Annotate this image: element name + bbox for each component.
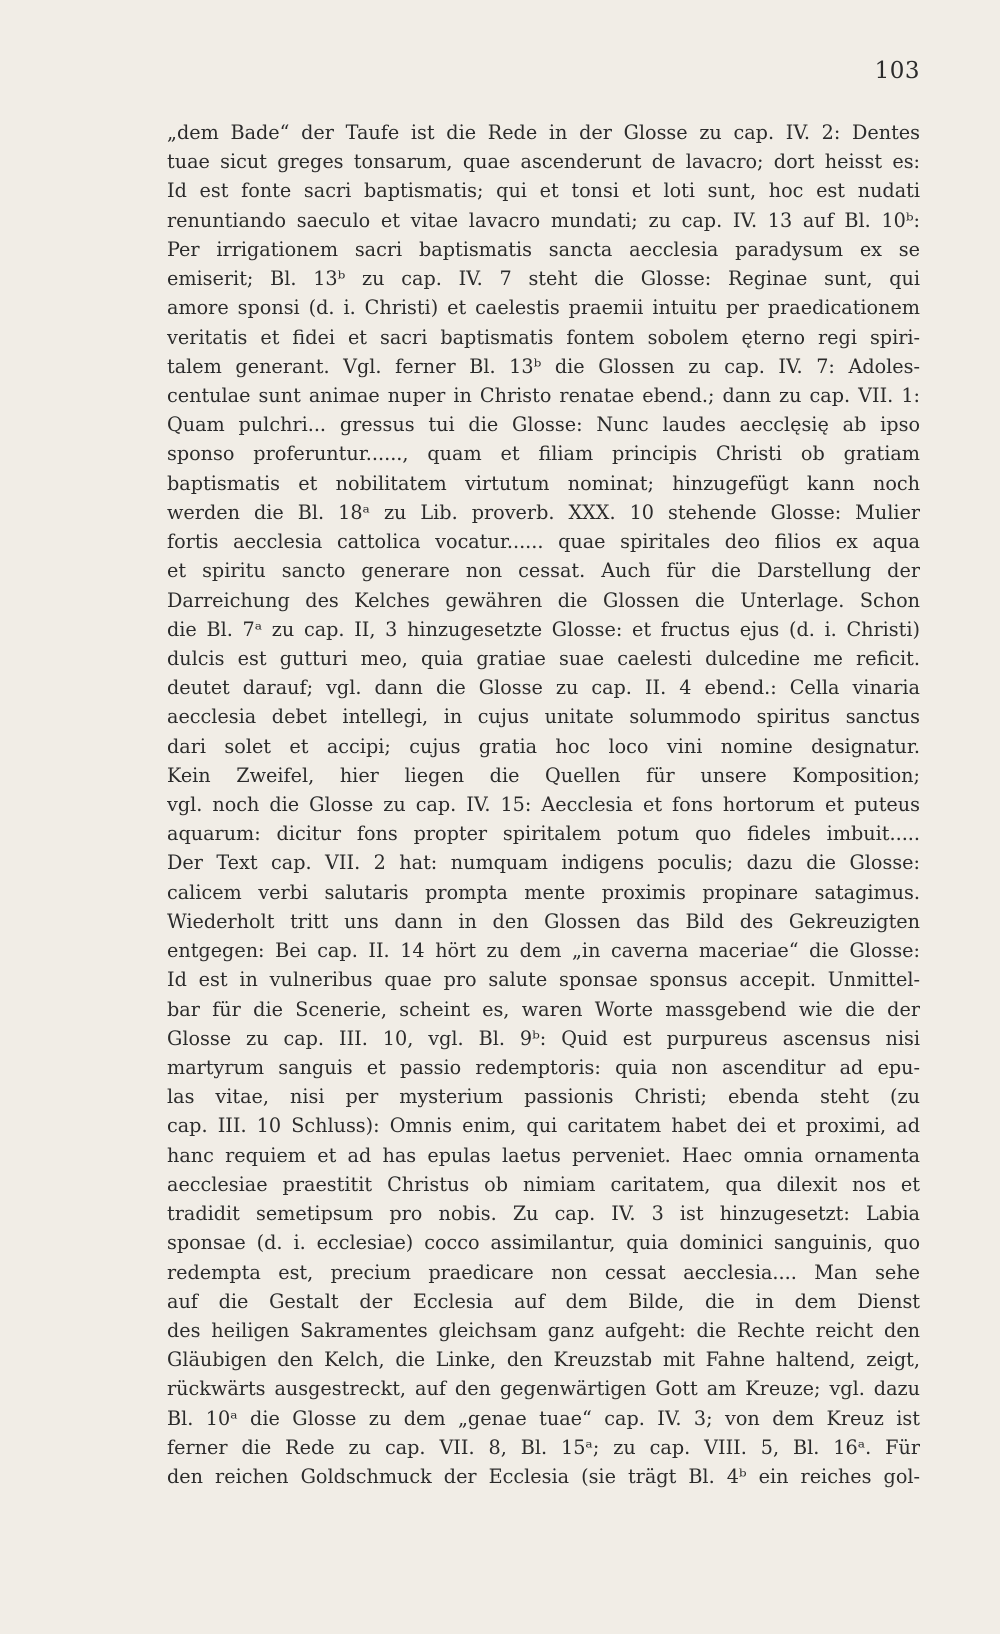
text-line: des heiligen Sakramentes gleichsam ganz aufgeht: die Rechte reicht den: [167, 1318, 920, 1342]
text-line: las vitae, nisi per mysterium passionis Christi; ebenda steht (zu: [167, 1085, 920, 1109]
text-line: talem generant. Vgl. ferner Bl. 13ᵇ die Glossen zu cap. IV. 7: Adoles-: [167, 354, 920, 378]
text-line: auf die Gestalt der Ecclesia auf dem Bilde, die in dem Dienst: [167, 1289, 920, 1313]
text-line: aecclesiae praestitit Christus ob nimiam caritatem, qua dilexit nos et: [167, 1172, 920, 1196]
text-line: dulcis est gutturi meo, quia gratiae suae caelesti dulcedine me reficit.: [167, 646, 920, 670]
text-line: cap. III. 10 Schluss): Omnis enim, qui caritatem habet dei et proximi, ad: [167, 1114, 920, 1138]
text-line: sponsae (d. i. ecclesiae) cocco assimilantur, quia dominici sanguinis, quo: [167, 1231, 920, 1255]
text-line: bar für die Scenerie, scheint es, waren Worte massgebend wie die der: [167, 997, 920, 1021]
text-line: sponso proferuntur......, quam et filiam principis Christi ob gratiam: [167, 442, 920, 466]
text-line: aecclesia debet intellegi, in cujus unitate solummodo spiritus sanctus: [167, 705, 920, 729]
text-line: die Bl. 7ᵃ zu cap. II, 3 hinzugesetzte Glosse: et fructus ejus (d. i. Christi): [167, 617, 920, 641]
text-line: Glosse zu cap. III. 10, vgl. Bl. 9ᵇ: Quid est purpureus ascensus nisi: [167, 1026, 920, 1050]
text-line: Kein Zweifel, hier liegen die Quellen für unsere Komposition;: [167, 763, 920, 787]
text-line: vgl. noch die Glosse zu cap. IV. 15: Aecclesia et fons hortorum et puteus: [167, 793, 920, 817]
text-line: den reichen Goldschmuck der Ecclesia (sie trägt Bl. 4ᵇ ein reiches gol-: [167, 1465, 920, 1489]
text-line: Quam pulchri... gressus tui die Glosse: Nunc laudes aecclęsię ab ipso: [167, 413, 920, 437]
text-line: veritatis et fidei et sacri baptismatis fontem sobolem ęterno regi spiri-: [167, 325, 920, 349]
text-line: amore sponsi (d. i. Christi) et caelestis praemii intuitu per praedicationem: [167, 296, 920, 320]
text-line: Der Text cap. VII. 2 hat: numquam indigens poculis; dazu die Glosse:: [167, 851, 920, 875]
text-line: hanc requiem et ad has epulas laetus perveniet. Haec omnia ornamenta: [167, 1143, 920, 1167]
text-line: dari solet et accipi; cujus gratia hoc loco vini nomine designatur.: [167, 734, 920, 758]
text-line: tuae sicut greges tonsarum, quae ascenderunt de lavacro; dort heisst es:: [167, 150, 920, 174]
text-line: Id est fonte sacri baptismatis; qui et tonsi et loti sunt, hoc est nudati: [167, 179, 920, 203]
text-line: baptismatis et nobilitatem virtutum nominat; hinzugefügt kann noch: [167, 471, 920, 495]
text-line: fortis aecclesia cattolica vocatur...... quae spiritales deo filios ex aqua: [167, 530, 920, 554]
text-line: Darreichung des Kelches gewähren die Glossen die Unterlage. Schon: [167, 588, 920, 612]
text-line: emiserit; Bl. 13ᵇ zu cap. IV. 7 steht die Glosse: Reginae sunt, qui: [167, 267, 920, 291]
text-line: renuntiando saeculo et vitae lavacro mundati; zu cap. IV. 13 auf Bl. 10ᵇ:: [167, 208, 920, 232]
text-line: entgegen: Bei cap. II. 14 hört zu dem „in caverna maceriae“ die Glosse:: [167, 939, 920, 963]
text-line: Id est in vulneribus quae pro salute sponsae sponsus accepit. Unmittel-: [167, 968, 920, 992]
text-line: aquarum: dicitur fons propter spiritalem potum quo fideles imbuit.....: [167, 822, 920, 846]
text-line: Wiederholt tritt uns dann in den Glossen das Bild des Gekreuzigten: [167, 909, 920, 933]
text-line: rückwärts ausgestreckt, auf den gegenwärtigen Gott am Kreuze; vgl. dazu: [167, 1377, 920, 1401]
text-line: werden die Bl. 18ᵃ zu Lib. proverb. XXX. 10 stehende Glosse: Mulier: [167, 500, 920, 524]
page-number: 103: [874, 58, 920, 84]
text-line: Per irrigationem sacri baptismatis sancta aecclesia paradysum ex se: [167, 237, 920, 261]
text-line: redempta est, precium praedicare non cessat aecclesia.... Man sehe: [167, 1260, 920, 1284]
text-line: et spiritu sancto generare non cessat. Auch für die Darstellung der: [167, 559, 920, 583]
text-line: calicem verbi salutaris prompta mente proximis propinare satagimus.: [167, 880, 920, 904]
text-line: Gläubigen den Kelch, die Linke, den Kreuzstab mit Fahne haltend, zeigt,: [167, 1348, 920, 1372]
text-line: tradidit semetipsum pro nobis. Zu cap. IV. 3 ist hinzugesetzt: Labia: [167, 1202, 920, 1226]
text-line: „dem Bade“ der Taufe ist die Rede in der Glosse zu cap. IV. 2: Dentes: [167, 121, 920, 144]
text-line: deutet darauf; vgl. dann die Glosse zu cap. II. 4 ebend.: Cella vinaria: [167, 676, 920, 700]
text-line: ferner die Rede zu cap. VII. 8, Bl. 15ᵃ; zu cap. VIII. 5, Bl. 16ᵃ. Für: [167, 1435, 920, 1459]
body-text: [167, 118, 920, 1491]
text-line: centulae sunt animae nuper in Christo renatae ebend.; dann zu cap. VII. 1:: [167, 383, 920, 407]
text-line: Bl. 10ᵃ die Glosse zu dem „genae tuae“ cap. IV. 3; von dem Kreuz ist: [167, 1406, 920, 1430]
text-line: martyrum sanguis et passio redemptoris: quia non ascenditur ad epu-: [167, 1056, 920, 1079]
